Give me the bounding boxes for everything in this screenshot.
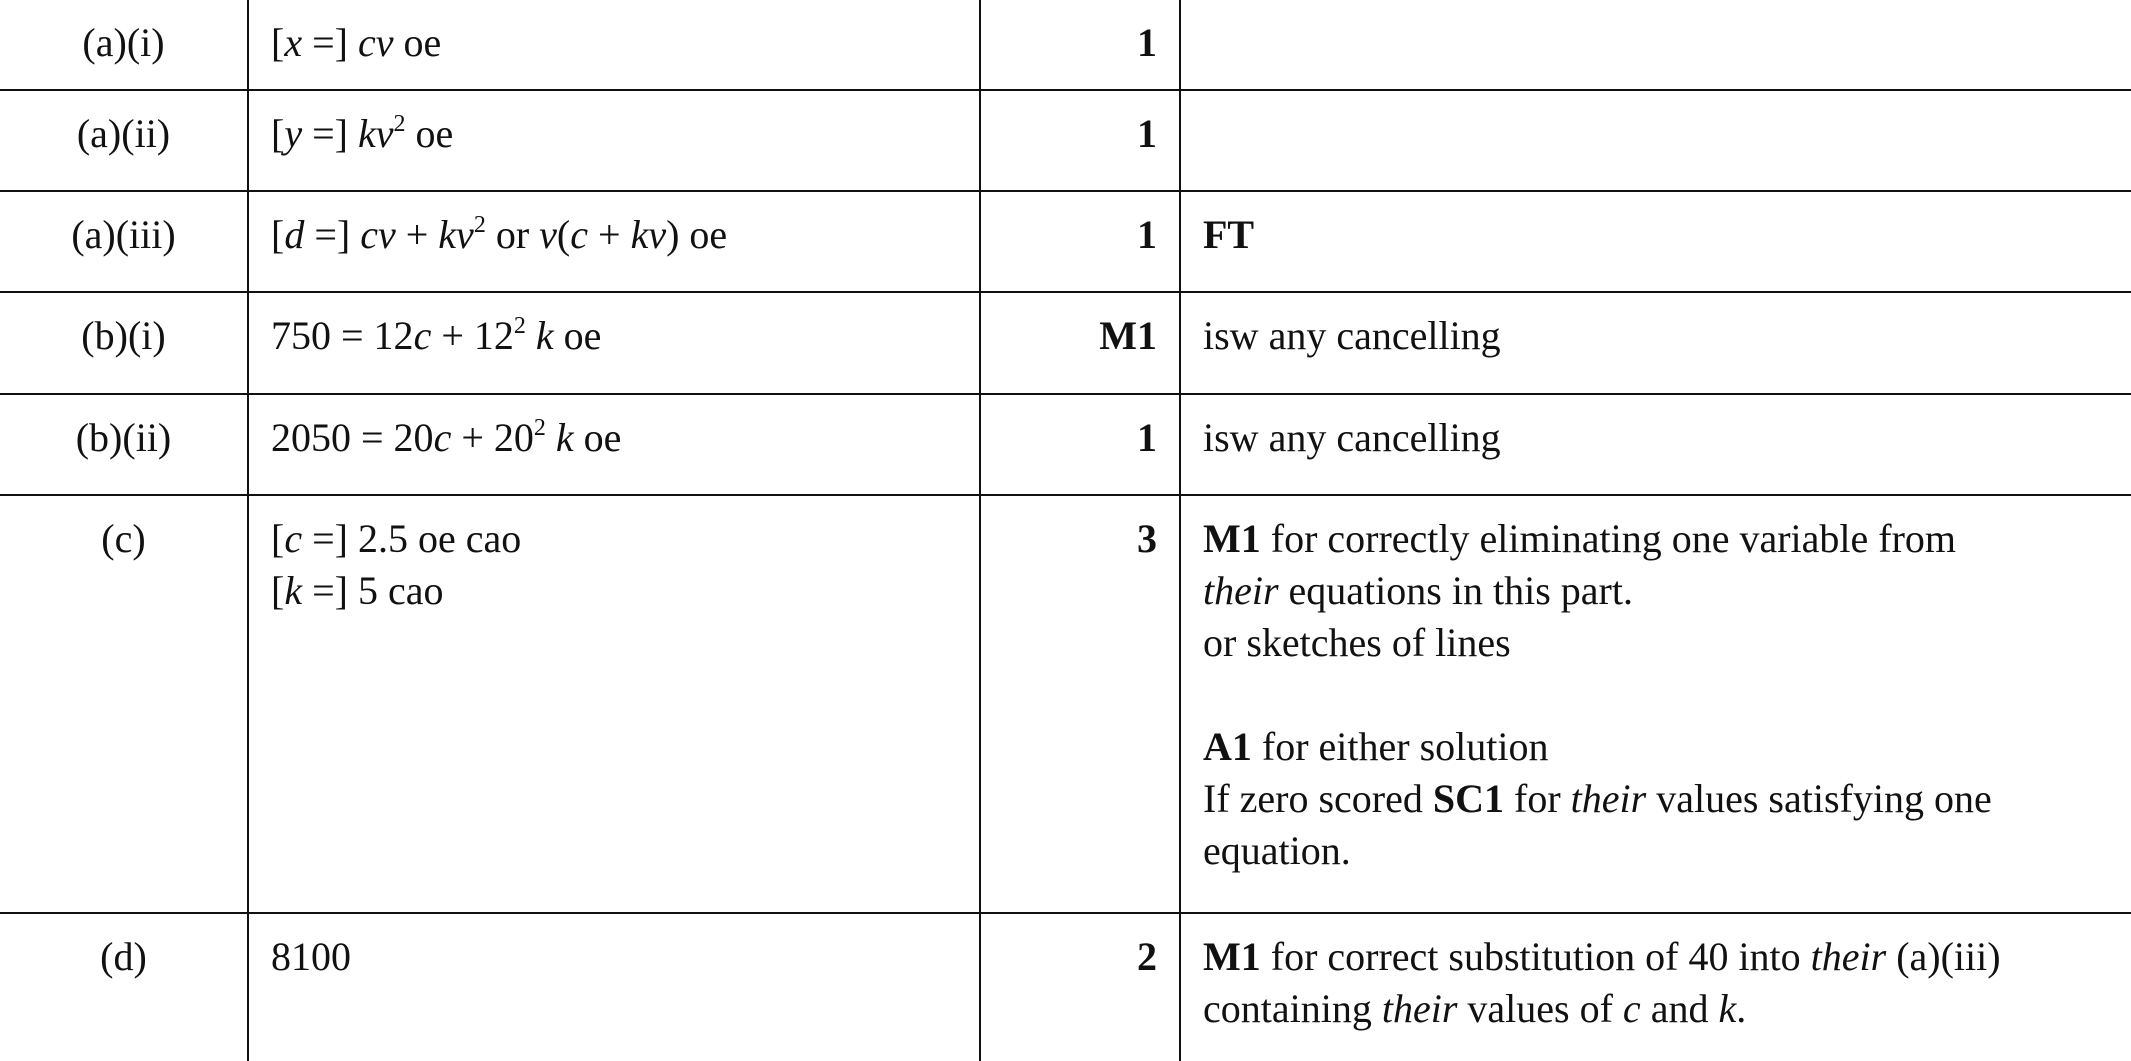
superscript: 2 (533, 415, 546, 441)
text-line (1203, 773, 2131, 825)
text-run: c (433, 415, 452, 460)
text-run: oe (553, 313, 602, 358)
text-run: =] (302, 111, 358, 156)
text-run: for correct substitution of 40 into (1260, 934, 1811, 979)
text-run: [ (271, 516, 285, 561)
text-run: + 12 (431, 313, 514, 358)
text-run: oe (405, 111, 454, 156)
question-part: (b)(i) (0, 292, 248, 394)
text-run: x (284, 20, 303, 65)
text-run: values satisfying one (1646, 776, 1992, 821)
text-line (1203, 825, 2131, 877)
text-run: =] 5 cao (302, 568, 444, 613)
text-run: isw any cancelling (1203, 313, 1501, 358)
text-run: isw any cancelling (1203, 415, 1501, 460)
text-run: M1 (1203, 934, 1261, 979)
text-line (271, 412, 979, 464)
table-row (0, 90, 2131, 191)
text-run: . (1736, 986, 1747, 1031)
answer-cell (248, 913, 980, 1061)
text-run: c (284, 516, 303, 561)
text-run: kv (438, 212, 474, 257)
answer-cell (248, 394, 980, 495)
text-run: c (570, 212, 588, 257)
question-part: (a)(iii) (0, 191, 248, 292)
text-line (271, 310, 979, 362)
text-run (546, 415, 556, 460)
text-run: ( (556, 212, 571, 257)
guidance-cell (1180, 90, 2131, 191)
answer-cell (248, 495, 980, 913)
text-line (271, 17, 979, 69)
text-line (1203, 721, 2131, 773)
text-run: If zero scored (1203, 776, 1433, 821)
text-run: =] 2.5 oe cao (302, 516, 522, 561)
text-run: their (1381, 986, 1458, 1031)
text-run: + (588, 212, 631, 257)
text-run: 8100 (271, 934, 351, 979)
text-run: oe (393, 20, 442, 65)
superscript: 2 (513, 313, 526, 339)
text-run: and (1640, 986, 1719, 1031)
answer-cell (248, 292, 980, 394)
text-run: [ (271, 212, 285, 257)
text-run: c (413, 313, 432, 358)
text-line (1203, 565, 2131, 617)
guidance-cell (1180, 191, 2131, 292)
text-run: d (284, 212, 305, 257)
text-run: M1 (1203, 516, 1261, 561)
text-run: for (1504, 776, 1571, 821)
table-row (0, 495, 2131, 913)
text-line (1203, 983, 2131, 1035)
text-run: y (284, 111, 303, 156)
text-line (271, 108, 979, 160)
superscript: 2 (393, 111, 406, 137)
text-run: [ (271, 111, 285, 156)
text-run: for either solution (1251, 724, 1549, 769)
text-run: k (1718, 986, 1737, 1031)
table-row (0, 191, 2131, 292)
text-run: for correctly eliminating one variable from (1260, 516, 1957, 561)
table-row (0, 292, 2131, 394)
text-run: + 20 (451, 415, 534, 460)
text-run: 750 = 12 (271, 313, 414, 358)
text-run: kv (357, 111, 394, 156)
guidance-cell (1180, 913, 2131, 1061)
question-part: (c) (0, 495, 248, 913)
text-run: k (555, 415, 574, 460)
text-run: ) oe (666, 212, 728, 257)
text-line (271, 931, 979, 983)
marks-cell: 2 (980, 913, 1180, 1061)
text-run: k (284, 568, 303, 613)
text-run: cv (360, 212, 396, 257)
text-run: containing (1203, 986, 1382, 1031)
table-row (0, 0, 2131, 90)
marks-cell: 3 (980, 495, 1180, 913)
question-part: (d) (0, 913, 248, 1061)
guidance-cell (1180, 292, 2131, 394)
text-run: oe (573, 415, 622, 460)
text-line (1203, 412, 2131, 464)
text-run: FT (1203, 212, 1255, 257)
text-run: their (1570, 776, 1647, 821)
text-run: equation. (1203, 828, 1351, 873)
answer-cell (248, 191, 980, 292)
marks-cell: 1 (980, 191, 1180, 292)
text-run: 2050 = 20 (271, 415, 434, 460)
text-run: =] (304, 212, 361, 257)
text-run (526, 313, 536, 358)
text-line (1203, 617, 2131, 669)
text-line (271, 209, 979, 261)
text-run: c (1622, 986, 1641, 1031)
guidance-cell (1180, 495, 2131, 913)
blank-line (1203, 669, 2131, 721)
marks-cell: 1 (980, 90, 1180, 191)
text-run: or sketches of lines (1203, 620, 1511, 665)
text-run: or (485, 212, 540, 257)
text-run: their (1203, 568, 1279, 613)
question-part: (b)(ii) (0, 394, 248, 495)
guidance-cell (1180, 0, 2131, 90)
text-line (271, 513, 979, 565)
answer-cell (248, 90, 980, 191)
question-part: (a)(ii) (0, 90, 248, 191)
text-line (271, 565, 979, 617)
text-run: A1 (1203, 724, 1252, 769)
table-row (0, 394, 2131, 495)
question-part: (a)(i) (0, 0, 248, 90)
text-run: v (539, 212, 557, 257)
text-run: SC1 (1432, 776, 1505, 821)
text-run: cv (357, 20, 394, 65)
text-line (1203, 931, 2131, 983)
text-run: kv (630, 212, 667, 257)
text-run: [ (271, 20, 285, 65)
text-run: k (535, 313, 554, 358)
text-run: equations in this part. (1278, 568, 1633, 613)
marks-cell: 1 (980, 0, 1180, 90)
text-run: (a)(iii) (1886, 934, 2001, 979)
text-line (1203, 310, 2131, 362)
answer-cell (248, 0, 980, 90)
marks-cell: M1 (980, 292, 1180, 394)
text-run: their (1810, 934, 1887, 979)
text-run: =] (302, 20, 358, 65)
text-run: [ (271, 568, 285, 613)
text-run: values of (1457, 986, 1623, 1031)
text-line (1203, 209, 2131, 261)
superscript: 2 (473, 212, 486, 238)
text-run: + (395, 212, 439, 257)
guidance-cell (1180, 394, 2131, 495)
text-line (1203, 513, 2131, 565)
marks-cell: 1 (980, 394, 1180, 495)
table-row (0, 913, 2131, 1061)
